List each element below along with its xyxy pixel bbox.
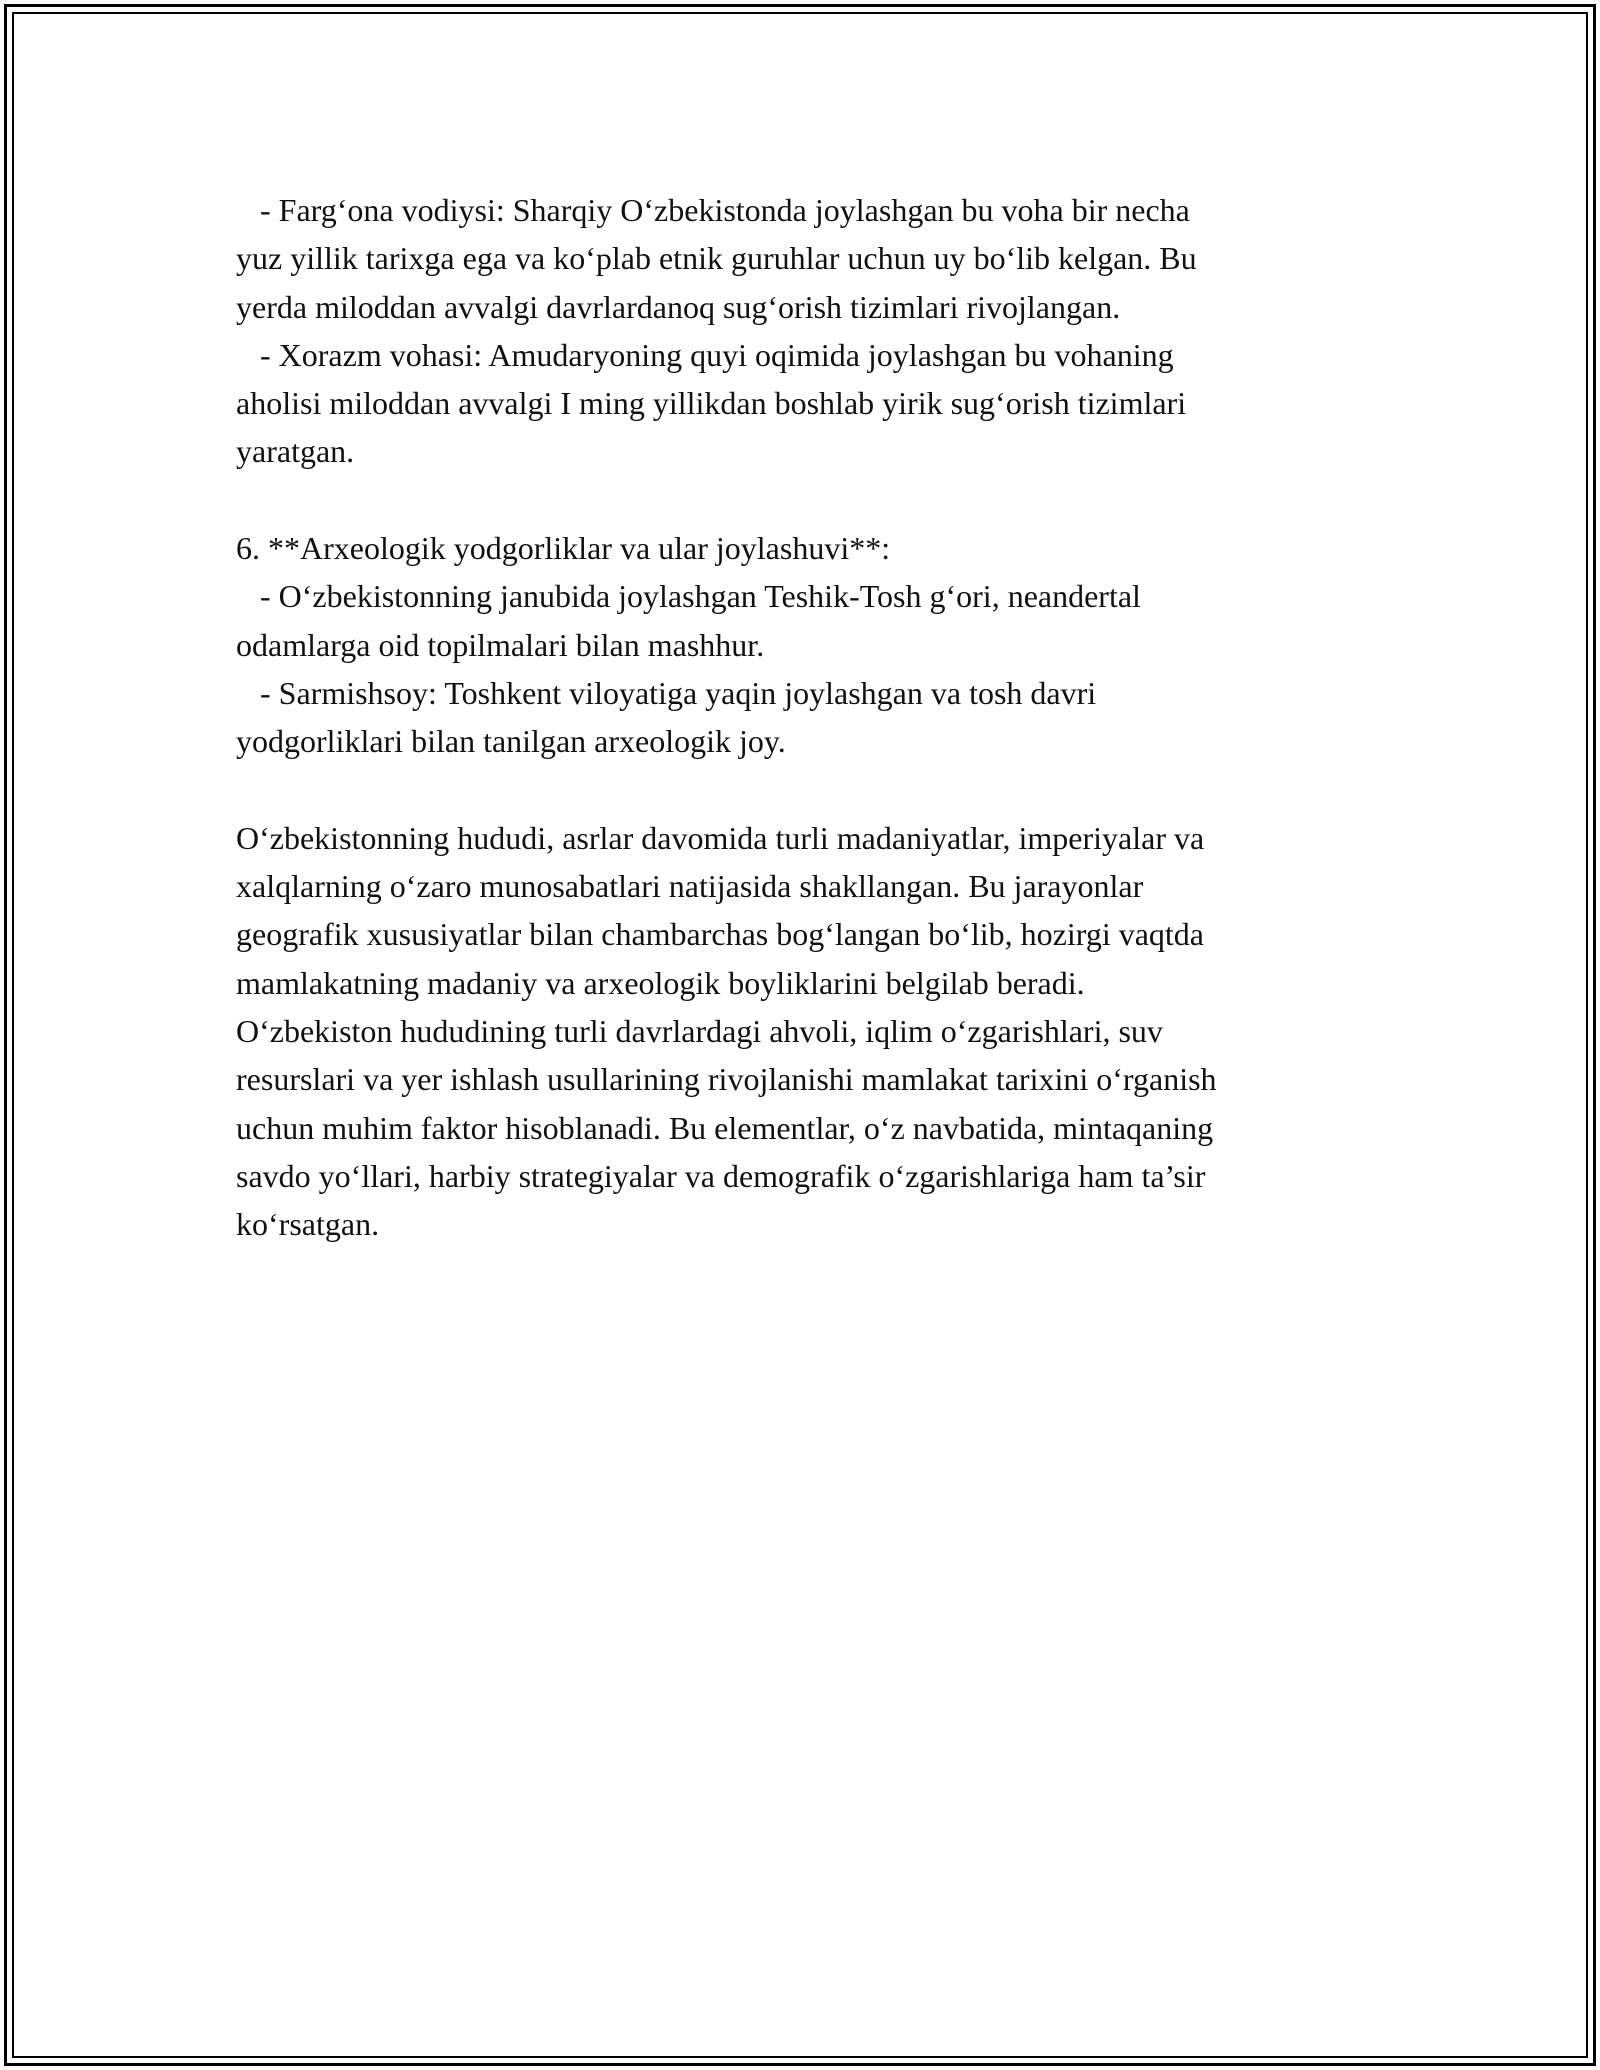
paragraph-xorazm-vohasi (236, 331, 1396, 476)
text-line: O‘zbekiston hududining turli davrlardagi ahvoli, iqlim o‘zgarishlari, suv (236, 1013, 1163, 1050)
list-item-sarmishsoy (236, 669, 1396, 766)
text-line: ko‘rsatgan. (236, 1206, 380, 1243)
text-line: - Sarmishsoy: Toshkent viloyatiga yaqin joylashgan va tosh davri (236, 674, 1097, 711)
text-line: yaratgan. (236, 433, 355, 470)
text-line: uchun muhim faktor hisoblanadi. Bu elementlar, o‘z navbatida, mintaqaning (236, 1109, 1214, 1146)
text-line: resurslari va yer ishlash usullarining rivojlanishi mamlakat tarixini o‘rganish (236, 1061, 1217, 1098)
text-line: mamlakatning madaniy va arxeologik boyliklarini belgilab beradi. (236, 964, 1085, 1001)
paragraph-conclusion (236, 814, 1396, 1249)
text-line: yodgorliklari bilan tanilgan arxeologik joy. (236, 723, 786, 760)
section-arxeologik-yodgorliklar (236, 524, 1396, 765)
text-line: - O‘zbekistonning janubida joylashgan Teshik-Tosh g‘ori, neandertal (236, 578, 1141, 615)
text-line: xalqlarning o‘zaro munosabatlari natijasida shakllangan. Bu jarayonlar (236, 868, 1144, 905)
text-line: yerda miloddan avvalgi davrlardanoq sug‘orish tizimlari rivojlangan. (236, 288, 1121, 325)
text-line: aholisi miloddan avvalgi I ming yillikdan boshlab yirik sug‘orish tizimlari (236, 385, 1187, 422)
text-line: O‘zbekistonning hududi, asrlar davomida turli madaniyatlar, imperiyalar va (236, 819, 1205, 856)
text-line: savdo yo‘llari, harbiy strategiyalar va demografik o‘zgarishlariga ham ta’sir (236, 1157, 1206, 1194)
text-line: yuz yillik tarixga ega va ko‘plab etnik guruhlar uchun uy bo‘lib kelgan. Bu (236, 240, 1197, 277)
text-line: geografik xususiyatlar bilan chambarchas bog‘langan bo‘lib, hozirgi vaqtda (236, 916, 1204, 953)
document-body (236, 186, 1396, 1249)
text-line: - Xorazm vohasi: Amudaryoning quyi oqimida joylashgan bu vohaning (236, 336, 1174, 373)
text-line: odamlarga oid topilmalari bilan mashhur. (236, 626, 765, 663)
section-heading: 6. **Arxeologik yodgorliklar va ular joylashuvi**: (236, 530, 891, 567)
paragraph-fargona-vodiysi (236, 186, 1396, 331)
blank-line (236, 476, 1396, 524)
blank-line (236, 766, 1396, 814)
text-line: - Farg‘ona vodiysi: Sharqiy O‘zbekistonda joylashgan bu voha bir necha (236, 192, 1190, 228)
list-item-teshik-tosh (236, 572, 1396, 669)
